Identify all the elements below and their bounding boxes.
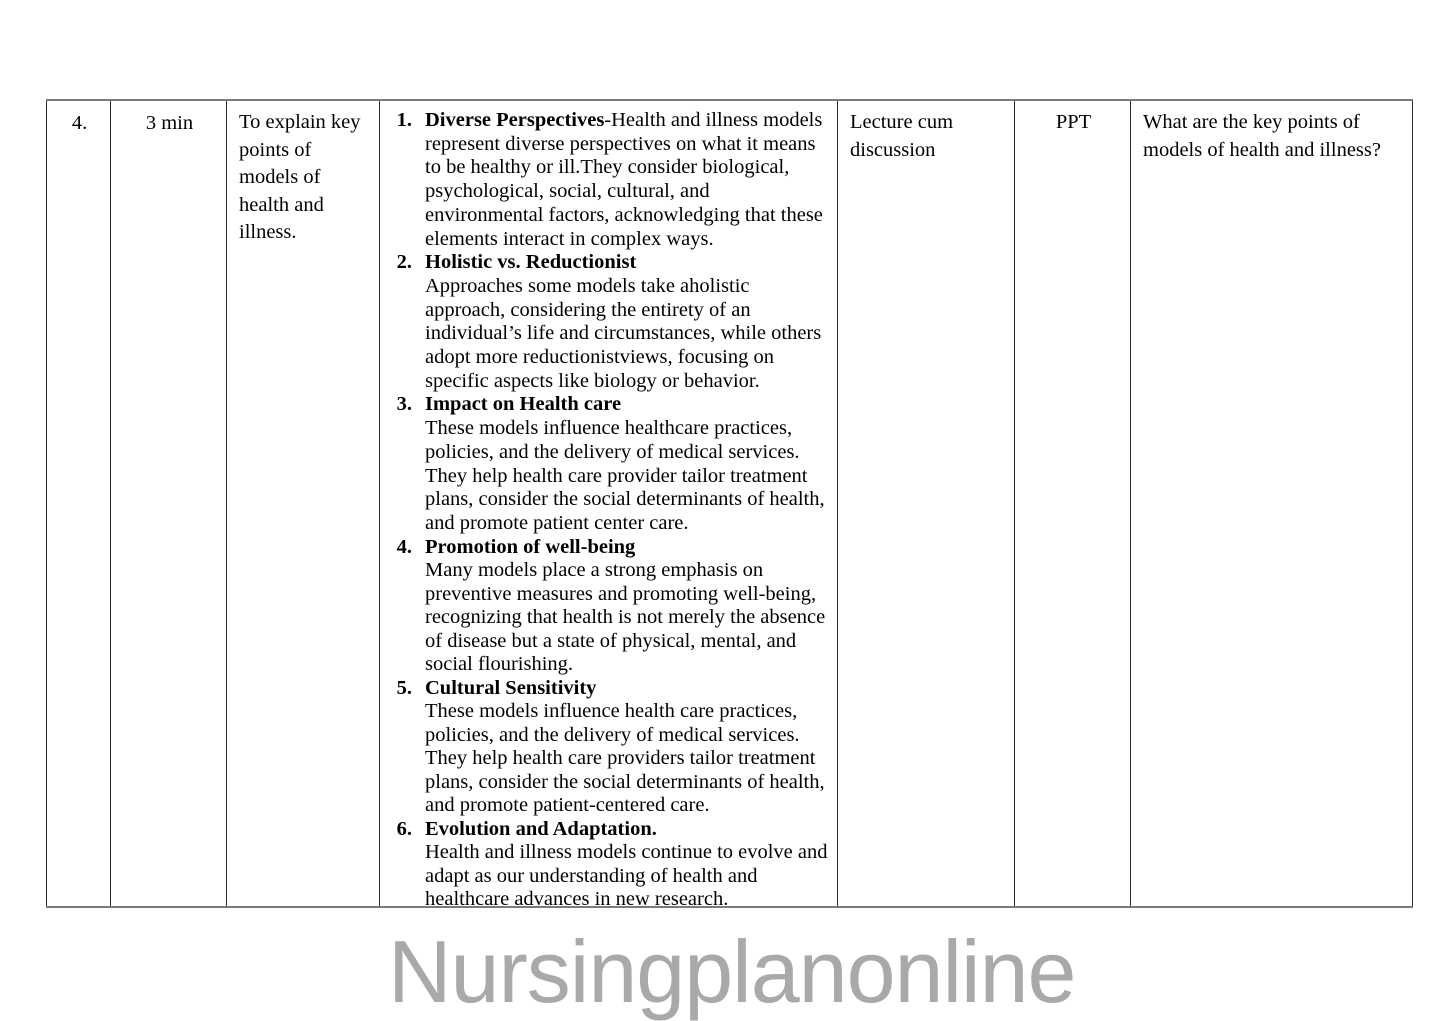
teaching-method-text: Lecture cum discussion [850,111,954,161]
list-item [386,393,829,535]
cell-objective [227,100,380,907]
list-item [386,251,829,393]
list-item-body: Health and illness models continue to evolve and adapt as our understanding of health and [425,841,828,887]
list-item [386,818,829,907]
list-item-number: 4. [396,535,412,558]
list-item-heading: Evolution and Adaptation. [425,817,657,840]
cell-serial-number [47,100,111,907]
list-item-number: 1. [396,109,412,131]
list-item [386,109,829,251]
list-item-heading: Cultural Sensitivity [425,676,597,699]
cell-evaluation [1131,100,1413,907]
cell-time [111,100,227,907]
list-item [386,677,829,818]
serial-number-text: 4. [71,112,88,134]
list-item-body: These models influence health care practices, policies, and the delivery of medical services. They help health care providers tailor treatment plans, consider the social determinants of health, and promote patient-centered care. [425,700,825,817]
list-item-heading: Promotion of well-being [425,535,636,558]
list-item [386,536,829,677]
list-item-heading: Impact on Health care [425,393,622,416]
time-text: 3 min [145,112,194,134]
list-item-number: 5. [396,676,412,699]
content-body [380,101,837,906]
objective-text: To explain key points of models of health and illness. [239,111,361,243]
lesson-plan-table [46,99,1413,908]
list-item-number: 3. [396,393,412,416]
list-item-heading: Holistic vs. Reductionist [425,251,637,274]
list-item-body: These models influence healthcare practices, policies, and the delivery of medical services. They help health care provider tailor treatment plans, consider the social determinants of health, and promote patient center care. [425,417,825,534]
list-item-number: 6. [396,817,412,840]
list-item-body: models represent diverse perspectives on what it means to be healthy or ill.They consider biological, psychological, social, cultural, and environmental factors, acknowledging that these elements interact in complex ways. [425,109,823,250]
content-points-list [386,109,829,906]
table-row [47,100,1413,907]
list-item-heading: Diverse Perspectives [425,109,605,131]
list-item-text [425,109,829,251]
list-item-body: Many models place a strong emphasis on preventive measures and promoting well-being, recognizing that health is not merely the absence of disease but a state of physical, mental, and social flourishing. [425,559,826,676]
cell-content [380,100,838,907]
list-item-body-clipped: healthcare advances in new research. [425,888,729,907]
evaluation-text: What are the key points of models of health and illness? [1143,111,1381,161]
list-item-lead: -Health and illness [604,109,759,131]
list-item-body: Approaches some models take aholistic approach, considering the entirety of an individual’s life and circumstances, while others adopt more reductionistviews, focusing on specific aspects like biology or behavior. [425,274,822,392]
watermark-text: Nursingplanonline [388,922,1076,1021]
cell-av-aids [1015,100,1131,907]
av-aids-text: PPT [1055,111,1092,133]
cell-teaching-method [838,100,1015,907]
list-item-number: 2. [396,251,412,274]
